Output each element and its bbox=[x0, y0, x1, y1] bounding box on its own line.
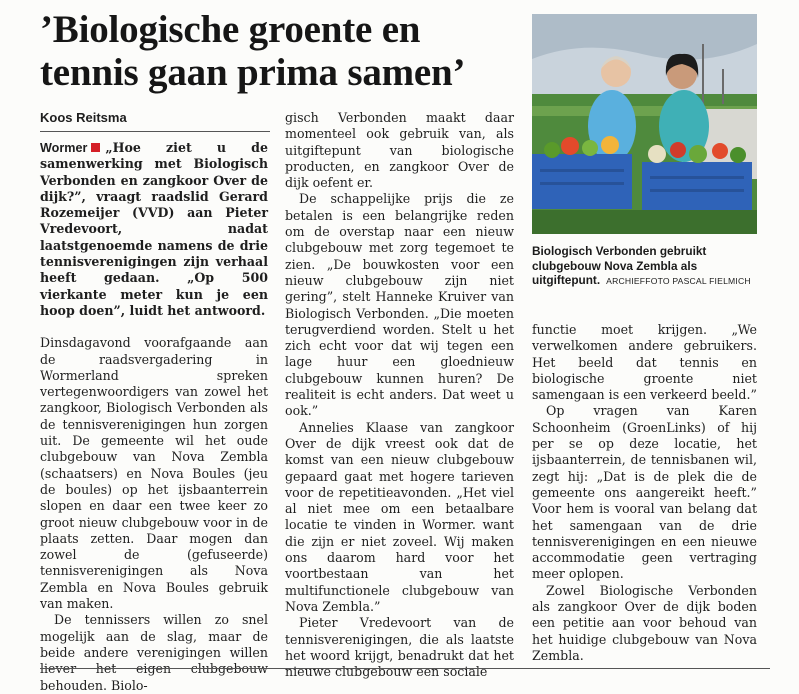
body-paragraph: functie moet krijgen. „We verwelkomen andere gebruikers. Het beeld dat tennis en biologische groente niet samengaan is een verkeerd beeld.” bbox=[532, 322, 757, 403]
body-paragraph: Annelies Klaase van zangkoor Over de dijk vreest ook dat de komst van een nieuw clubgebouw gepaard gaat met hogere tarieven voor de repetitieavonden. „Het viel al niet mee om een betaalbare locatie te vinden in Wormer. want die zijn er niet zoveel. Wij maken ons daarom hard voor het voortbestaan van het multifunctionele clubgebouw van Nova Zembla.” bbox=[285, 419, 514, 614]
dateline-marker-icon bbox=[91, 143, 100, 152]
headline-line-1: ’Biologische groente en bbox=[40, 8, 421, 51]
body-paragraph: Pieter Vredevoort van de tennisverenigingen, die als laatste het woord krijgt, benadrukt dat het nieuwe clubgebouw een sociale bbox=[285, 615, 514, 680]
column-1 bbox=[40, 140, 268, 694]
column-3 bbox=[532, 322, 757, 664]
body-paragraph: Op vragen van Karen Schoonheim (GroenLinks) of hij per se op deze locatie, het ijsbaanterrein, de tennisbanen wil, zegt hij: „Dat is de plek die de gemeente ons aangereikt heeft.” Voor hem is vooral van belang dat het samengaan van de drie tennisverenigingen en een nieuwe accommodatie geen vertraging meer oplopen. bbox=[532, 403, 757, 582]
body-paragraph: Zowel Biologische Verbonden als zangkoor Over de dijk boden een petitie aan voor behoud van het huidige clubgebouw van Nova Zembla. bbox=[532, 582, 757, 663]
body-paragraph: Dinsdagavond voorafgaande aan de raadsvergadering in Wormerland spreken vertegenwoordigers van zowel het zangkoor, Biologisch Verbonden als de tennisverenigingen hun zorgen uit. De gemeente wil het oude clubgebouw van Nova Zembla (schaatsers) en Nova Boules (jeu de boules) op het ijsbaanterrein slopen en daar een twee keer zo groot nieuw clubgebouw voor in de plaats zetten. Daar mogen dan zowel de (gefuseerde) tennisverenigingen als Nova Zembla en Nova Boules gebruik van maken. bbox=[40, 335, 268, 612]
byline: Koos Reitsma bbox=[40, 110, 270, 132]
headline-line-2: tennis gaan prima samen’ bbox=[40, 51, 466, 94]
article-photo bbox=[532, 14, 757, 234]
column-2 bbox=[285, 110, 514, 680]
photo-credit: ARCHIEFFOTO PASCAL FIELMICH bbox=[606, 276, 751, 286]
body-paragraph: De tennissers willen zo snel mogelijk aan de slag, maar de beide andere verenigingen willen liever het eigen clubgebouw behouden. Biolo- bbox=[40, 612, 268, 693]
caption-text: Biologisch Verbonden gebruikt clubgebouw Nova Zembla als uitgiftepunt. bbox=[532, 244, 707, 287]
headline bbox=[40, 8, 520, 94]
intro-text: „Hoe ziet u de samenwerking met Biologisch Verbonden en zangkoor Over de dijk?”, vraagt raadslid Gerard Rozemeijer (VVD) aan Pieter Vredevoort, nadat laatstgenoemde namens de drie tennisverenigingen zijn verhaal heeft gedaan. „Op 500 vierkante meter kun je een hoop doen”, luidt het antwoord. bbox=[40, 140, 268, 318]
dateline-place: Wormer bbox=[40, 141, 88, 155]
bottom-divider bbox=[40, 668, 770, 669]
photo-caption bbox=[532, 244, 757, 289]
body-paragraph: gisch Verbonden maakt daar momenteel ook gebruik van, als uitgiftepunt van biologische producten, en zangkoor Over de dijk oefent er. bbox=[285, 110, 514, 191]
body-paragraph: De schappelijke prijs die ze betalen is een belangrijke reden om de overstap naar een nieuw clubgebouw met zorg tegemoet te zien. „De bouwkosten voor een nieuw clubgebouw zijn niet gering”, stelt Hanneke Kruiver van Biologisch Verbonden. „Die moeten terugverdiend worden. Stelt u het zich echt voor dat wij tegen een lage huur een gloednieuw clubgebouw kunnen huren? De realiteit is echt anders. Dat weet u ook.” bbox=[285, 191, 514, 419]
intro-paragraph bbox=[40, 140, 268, 319]
